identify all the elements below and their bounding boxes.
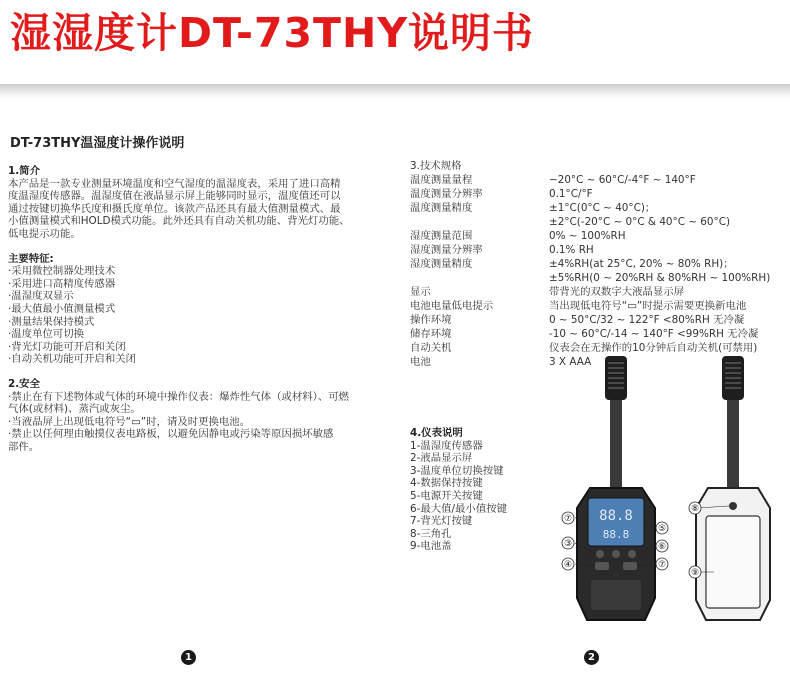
instrument-item: 8-三角孔 [410, 527, 452, 540]
feature-item: ·背光灯功能可开启和关闭 [8, 340, 126, 353]
feature-item: ·自动关机功能可开启和关闭 [8, 353, 136, 366]
callout-number: ⑦ [657, 560, 667, 570]
safety-heading: 2.安全 [8, 377, 40, 390]
feature-item: ·最大值最小值测量模式 [8, 302, 116, 315]
spec-value: 0 ~ 50°C/32 ~ 122°F <80%RH 无冷凝 [549, 314, 745, 326]
intro-line: 低电提示功能。 [8, 227, 81, 240]
left-column [8, 165, 383, 453]
instrument-list [410, 427, 550, 553]
spec-value: 0% ~ 100%RH [549, 230, 626, 242]
spec-label: 储存环境 [410, 328, 452, 340]
feature-item: ·采用微控制器处理技术 [8, 265, 116, 278]
safety-line: ·禁止以任何理由触摸仪表电路板，以避免因静电或污染等原因损坏敏感 [8, 428, 334, 441]
feature-item: ·温度单位可切换 [8, 328, 85, 341]
spec-label: 电池 [410, 356, 431, 368]
spec-value: 0.1°C/°F [549, 188, 593, 200]
tripod-hole [729, 502, 737, 510]
probe-shaft [727, 398, 739, 488]
spec-label: 湿度测量分辨率 [410, 244, 483, 256]
spec-value: ±1°C(0°C ~ 40°C)； [549, 202, 656, 214]
specs-heading: 3.技术规格 [410, 160, 462, 172]
device-back-illustration [686, 348, 786, 638]
callout-number: ⑧ [690, 504, 700, 514]
safety-line: ·当液晶屏上出现低电符号“▭”时，请及时更换电池。 [8, 415, 251, 428]
callout-number: ⑥ [657, 542, 667, 552]
spec-value: 仪表会在无操作的10分钟后自动关机(可禁用) [549, 342, 758, 354]
spec-value: −20°C ~ 60°C/-4°F ~ 140°F [549, 174, 696, 186]
feature-item: ·测量结果保持模式 [8, 315, 95, 328]
spec-value: 带背光的双数字大液晶显示屏 [549, 286, 685, 298]
callout-number: ⑨ [690, 568, 700, 578]
instrument-item: 7-背光灯按键 [410, 515, 473, 528]
probe-shaft [610, 398, 622, 488]
banner-title: 湿湿度计DT-73THY说明书 [10, 9, 535, 57]
svg-text:88.8: 88.8 [599, 508, 633, 524]
instrument-item: 5-电源开关按键 [410, 489, 483, 502]
callout-number: ⑤ [657, 524, 667, 534]
manual-title: DT-73THY温湿度计操作说明 [10, 136, 185, 151]
spec-value: ±2°C(-20°C ~ 0°C & 40°C ~ 60°C) [549, 216, 731, 228]
safety-line: ·禁止在有下述物体或气体的环境中操作仪表：爆炸性气体（或材料）、可燃 [8, 390, 349, 403]
callout-number: ③ [563, 539, 573, 549]
callout-number: ④ [563, 560, 573, 570]
instrument-item: 4-数据保持按键 [410, 477, 483, 490]
page-number: 2 [584, 650, 599, 665]
backlight-button [623, 562, 637, 570]
intro-line: 度温湿度传感器。温湿度值在液晶显示屏上能够同时显示，温度值还可以 [8, 190, 341, 203]
spec-label: 操作环境 [410, 314, 452, 326]
instrument-item: 9-电池盖 [410, 540, 452, 553]
spec-label: 温度测量精度 [410, 202, 473, 214]
spec-value: -10 ~ 60°C/-14 ~ 140°F <99%RH 无冷凝 [549, 328, 759, 340]
instrument-item: 1-温湿度传感器 [410, 439, 483, 452]
features-heading: 主要特征: [8, 252, 54, 265]
spec-label: 湿度测量范围 [410, 230, 473, 242]
grip-panel [591, 580, 641, 610]
instrument-heading: 4.仪表说明 [410, 427, 463, 439]
device-front-illustration [555, 348, 685, 638]
power-button [612, 550, 620, 558]
intro-line: 小值测量模式和HOLD模式功能。此外还具有自动关机功能、背光灯功能、 [8, 215, 350, 228]
spec-label: 自动关机 [410, 342, 452, 354]
callout-number: ⑦ [563, 514, 573, 524]
hold-button [595, 562, 609, 570]
feature-item: ·温湿度双显示 [8, 290, 74, 303]
unit-button [596, 550, 604, 558]
intro-line: 通过按键切换华氏度和摄氏度单位。该款产品还具有最大值测量模式、最 [8, 202, 341, 215]
spec-value: 0.1% RH [549, 244, 594, 256]
maxmin-button [628, 550, 636, 558]
intro-heading: 1.简介 [8, 165, 40, 177]
svg-text:88.8: 88.8 [602, 528, 630, 541]
page-number: 1 [181, 650, 196, 665]
instrument-item: 3-温度单位切换按键 [410, 464, 504, 477]
intro-line: 本产品是一款专业测量环境温度和空气湿度的温湿度表，采用了进口高精 [8, 177, 341, 190]
header-divider-band [0, 84, 790, 99]
spec-label: 温度测量量程 [410, 174, 473, 186]
instrument-item: 2-液晶显示屏 [410, 452, 473, 465]
spec-value: 当出现低电符号“▭”时提示需要更换新电池 [549, 300, 747, 312]
spec-label: 显示 [410, 286, 431, 298]
safety-line: 部件。 [8, 440, 40, 453]
instrument-item: 6-最大值/最小值按键 [410, 502, 507, 515]
spec-value: ±4%RH(at 25°C, 20% ~ 80% RH)； [549, 258, 734, 270]
spec-label: 温度测量分辨率 [410, 188, 483, 200]
safety-line: 气体(或材料)、蒸汽或灰尘。 [8, 403, 141, 416]
spec-label: 电池电量低电提示 [410, 300, 494, 312]
spec-value: 3 X AAA [549, 356, 592, 368]
feature-item: ·采用进口高精度传感器 [8, 277, 116, 290]
spec-value: ±5%RH(0 ~ 20%RH & 80%RH ~ 100%RH) [549, 272, 771, 284]
battery-cover [706, 516, 760, 608]
spec-label: 湿度测量精度 [410, 258, 473, 270]
